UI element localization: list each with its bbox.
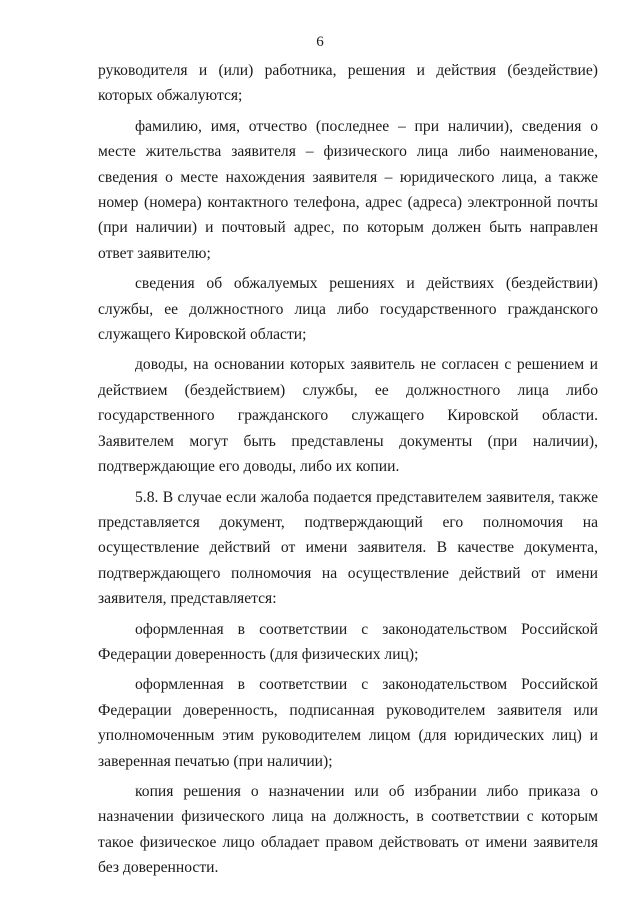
document-body xyxy=(98,58,598,881)
paragraph: фамилию, имя, отчество (последнее – при наличии), сведения о месте жительства заявителя – физического лица либо наименование, сведения о месте нахождения заявителя – юридического лица, а также номер (номера) контактного телефона, адрес (адреса) электронной почты (при наличии) и почтовый адрес, по которым должен быть направлен ответ заявителю; xyxy=(98,117,598,262)
paragraph: руководителя и (или) работника, решения и действия (бездействие) которых обжалуются; xyxy=(98,62,598,105)
paragraph: копия решения о назначении или об избрании либо приказа о назначении физического лица на должность, в соответствии с которым такое физическое лицо обладает правом действовать от имени заявителя без доверенности. xyxy=(98,782,598,877)
paragraph: оформленная в соответствии с законодательством Российской Федерации доверенность (для физических лиц); xyxy=(98,620,598,663)
page-number: 6 xyxy=(316,34,324,50)
paragraph: сведения об обжалуемых решениях и действиях (бездействии) службы, ее должностного лица либо государственного гражданского служащего Кировской области; xyxy=(98,275,598,344)
paragraph: доводы, на основании которых заявитель не согласен с решением и действием (бездействием) службы, ее должностного лица либо государственного гражданского служащего Кировской области. Заявителем могут быть представлены документы (при наличии), подтверждающие его доводы, либо их копии. xyxy=(98,356,598,476)
paragraph: 5.8. В случае если жалоба подается представителем заявителя, также представляется документ, подтверждающий его полномочия на осуществление действий от имени заявителя. В качестве документа, подтверждающего полномочия на осуществление действий от имени заявителя, представляется: xyxy=(98,488,598,608)
paragraph: оформленная в соответствии с законодательством Российской Федерации доверенность, подписанная руководителем заявителя или уполномоченным этим руководителем лицом (для юридических лиц) и заверенная печатью (при наличии); xyxy=(98,676,598,770)
